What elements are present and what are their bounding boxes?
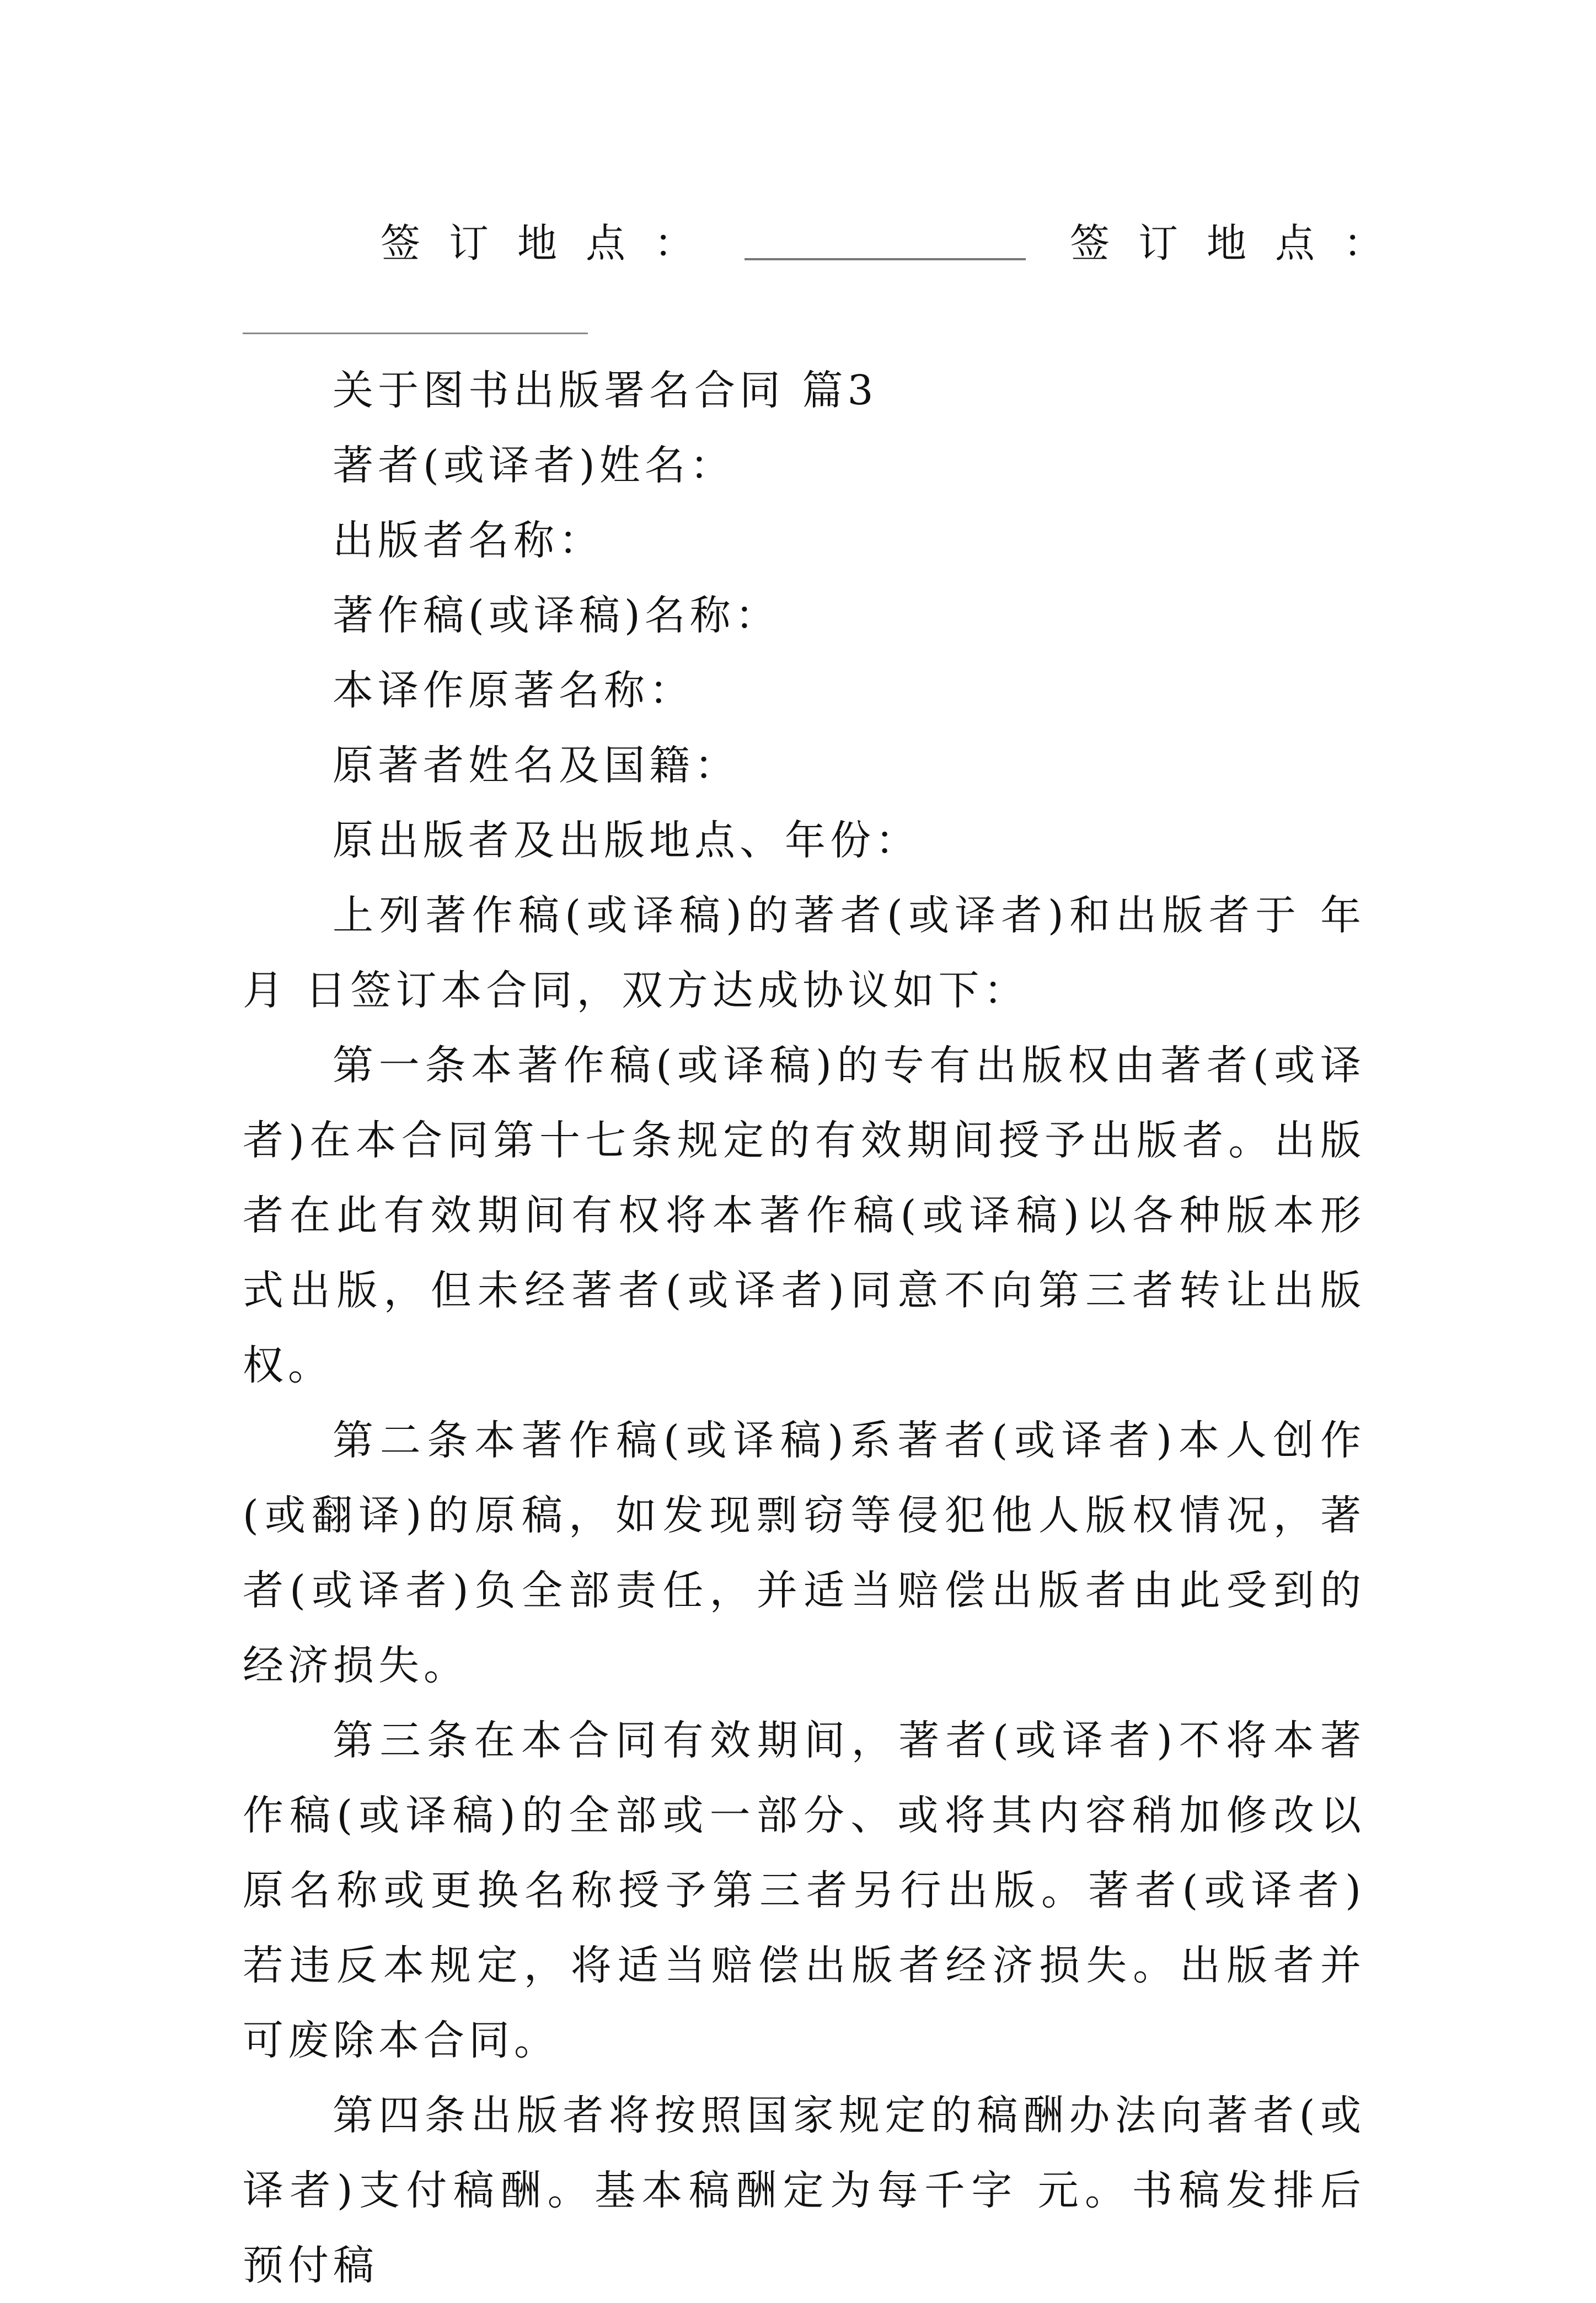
field-original-publisher: 原出版者及出版地点、年份： <box>333 817 920 864</box>
field-manuscript-name: 著作稿(或译稿)名称： <box>333 592 780 639</box>
signing-place-label-1: 签订地点： <box>381 220 723 266</box>
field-publisher-name: 出版者名称： <box>333 517 604 564</box>
paragraph-article-2: 第二条本著作稿(或译稿)系著者(或译者)本人创作(或翻译)的原稿，如发现剽窃等侵犯他人版权情况，著者(或译者)负全部责任，并适当赔偿出版者由此受到的经济损失。 <box>243 1417 1365 1689</box>
paragraph-article-3: 第三条在本合同有效期间，著者(或译者)不将本著作稿(或译稿)的全部或一部分、或将其内容稍加修改以原名称或更换名称授予第三者另行出版。著者(或译者)若违反本规定，将适当赔偿出版者经济损失。出版者并可废除本合同。 <box>243 1717 1365 2064</box>
document-title: 关于图书出版署名合同 篇3 <box>333 367 878 414</box>
signing-place-row <box>381 210 1412 270</box>
field-original-title: 本译作原著名称： <box>333 667 694 714</box>
field-author-name: 著者(或译者)姓名： <box>333 442 735 489</box>
signing-place-label-2: 签订地点： <box>1070 220 1412 266</box>
signing-place-blank-2 <box>243 333 588 334</box>
paragraph-article-1: 第一条本著作稿(或译稿)的专有出版权由著者(或译者)在本合同第十七条规定的有效期间授予出版者。出版者在此有效期间有权将本著作稿(或译稿)以各种版本形式出版，但未经著者(或译者)同意不向第三者转让出版权。 <box>243 1042 1365 1389</box>
signing-place-blank-1 <box>745 258 1026 260</box>
paragraph-article-4: 第四条出版者将按照国家规定的稿酬办法向著者(或译者)支付稿酬。基本稿酬定为每千字 元。书稿发排后预付稿 <box>243 2092 1365 2289</box>
contract-body <box>243 353 1365 2303</box>
field-original-author: 原著者姓名及国籍： <box>333 742 740 789</box>
paragraph-preamble: 上列著作稿(或译稿)的著者(或译者)和出版者于 年 月 日签订本合同，双方达成协议如下： <box>243 892 1365 1014</box>
